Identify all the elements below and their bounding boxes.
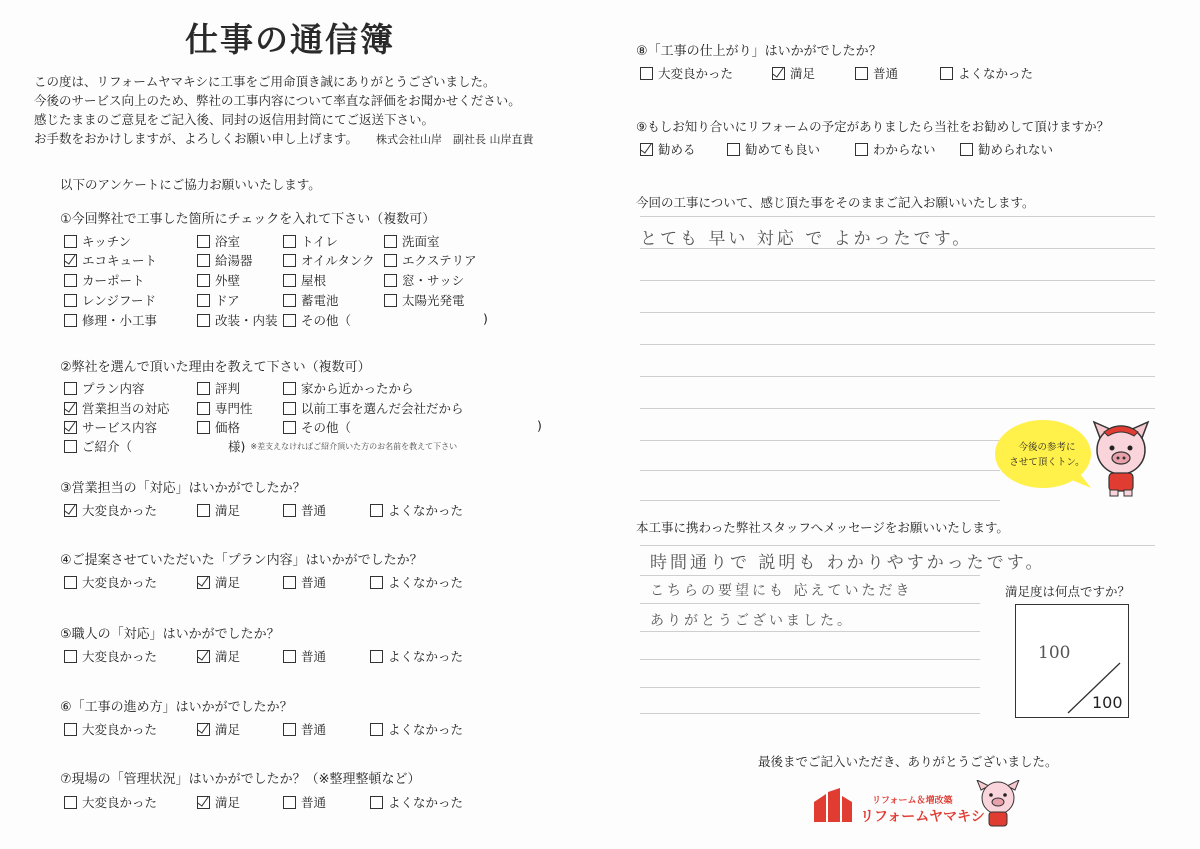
option-label: トイレ [301, 234, 338, 249]
question-5-label: ⑤職人の「対応」はいかがでしたか？ [60, 627, 280, 642]
checkbox-checked[interactable] [64, 402, 77, 415]
checkbox[interactable] [640, 67, 653, 80]
q8-option-satisfied[interactable] [772, 64, 815, 82]
option-label: よくなかった [388, 575, 464, 590]
option-label: 大変良かった [82, 503, 158, 518]
option-label: 浴室 [215, 234, 241, 249]
option-label: 以前工事を選んだ会社だから [301, 401, 464, 416]
q2-referral-sama [228, 437, 457, 455]
q2-option-plan[interactable] [64, 379, 145, 397]
option-label: 窓・サッシ [402, 273, 465, 288]
checkbox[interactable] [64, 650, 77, 663]
q8-option-poor[interactable] [940, 64, 1033, 82]
checkbox[interactable] [370, 723, 383, 736]
q4-option-very-good[interactable] [64, 573, 157, 591]
signature: 株式会社山岸 副社長 山岸直貴 [376, 133, 534, 146]
option-label: 満足 [215, 795, 241, 810]
checkbox[interactable] [283, 294, 296, 307]
q1-option-solar[interactable] [384, 291, 465, 309]
option-label: 普通 [301, 575, 327, 590]
question-4-label: ④ご提案させていただいた「プラン内容」はいかがでしたか？ [60, 553, 423, 568]
checkbox[interactable] [283, 235, 296, 248]
survey-lead: 以下のアンケートにご協力お願いいたします。 [60, 177, 321, 192]
option-label: エクステリア [402, 253, 477, 268]
checkbox[interactable] [940, 67, 953, 80]
q1-option-renovation[interactable] [197, 311, 278, 329]
q3-option-average[interactable] [283, 501, 326, 519]
writing-line [640, 575, 980, 576]
q3-option-satisfied[interactable] [197, 501, 240, 519]
option-label: 外壁 [215, 273, 241, 288]
q2-option-expertise[interactable] [197, 399, 253, 417]
q1-option-door[interactable] [197, 291, 240, 309]
q1-option-oil-tank[interactable] [283, 251, 375, 269]
option-label: エコキュート [82, 253, 158, 268]
option-label: 普通 [301, 649, 327, 664]
q1-option-range-hood[interactable] [64, 291, 156, 309]
checkbox[interactable] [283, 421, 296, 434]
q2-other-close: ) [537, 418, 542, 433]
option-label: 満足 [215, 575, 241, 590]
q9-option-unsure[interactable] [855, 140, 936, 158]
question-9-label: ⑨もしお知り合いにリフォームの予定がありましたら当社をお勧めして頂けますか？ [636, 119, 1110, 134]
q1-option-outer-wall[interactable] [197, 271, 240, 289]
writing-line [640, 408, 1155, 409]
intro-line: 感じたままのご意見をご記入後、同封の返信用封筒にてご返送下さい。 [34, 112, 435, 127]
q1-other-close: ) [483, 311, 488, 326]
option-label: 給湯器 [215, 253, 253, 268]
option-label: 満足 [215, 649, 241, 664]
writing-line [640, 500, 1000, 501]
checkbox[interactable] [283, 576, 296, 589]
q6-option-very-good[interactable] [64, 720, 157, 738]
q1-option-repair[interactable] [64, 311, 157, 329]
referral-note: ※差支えなければご紹介頂いた方のお名前を教えて下さい [250, 441, 458, 451]
question-2-label: ②弊社を選んで頂いた理由を教えて下さい（複数可） [60, 360, 371, 375]
checkbox-checked[interactable] [640, 143, 653, 156]
option-label: よくなかった [388, 722, 464, 737]
option-label: 大変良かった [82, 575, 158, 590]
q4-option-poor[interactable] [370, 573, 463, 591]
q1-option-ecocute[interactable] [64, 251, 157, 269]
option-label: キッチン [82, 234, 132, 249]
question-8-label: ⑧「工事の仕上がり」はいかがでしたか？ [636, 44, 882, 59]
free-comment-2-answer[interactable]: こちらの要望にも 応えていただき [650, 583, 913, 599]
writing-line [640, 631, 980, 632]
checkbox[interactable] [283, 274, 296, 287]
checkbox[interactable] [855, 143, 868, 156]
intro-line: この度は、リフォームヤマキシに工事をご用命頂き誠にありがとうございました。 [34, 74, 496, 89]
checkbox[interactable] [283, 723, 296, 736]
checkbox-checked[interactable] [197, 796, 210, 809]
pig-logo-icon [975, 780, 1021, 830]
thanks-text: 最後までご記入いただき、ありがとうございました。 [758, 754, 1058, 769]
option-label: 大変良かった [82, 722, 158, 737]
checkbox[interactable] [64, 314, 77, 327]
checkbox-checked[interactable] [64, 504, 77, 517]
logo-subtitle: リフォーム＆増改築 [872, 796, 953, 806]
checkbox[interactable] [64, 440, 77, 453]
option-label: 満足 [215, 503, 241, 518]
checkbox[interactable] [283, 314, 296, 327]
q5-option-average[interactable] [283, 647, 326, 665]
free-comment-2-label: 本工事に携わった弊社スタッフへメッセージをお願いいたします。 [636, 520, 1009, 535]
checkbox[interactable] [370, 650, 383, 663]
q2-option-service[interactable] [64, 418, 157, 436]
checkbox[interactable] [283, 650, 296, 663]
option-label: ドア [215, 293, 240, 308]
q2-option-price[interactable] [197, 418, 240, 436]
option-label: ご紹介（ [82, 439, 133, 454]
option-label: 営業担当の対応 [82, 401, 170, 416]
writing-line [640, 376, 1155, 377]
checkbox[interactable] [197, 402, 210, 415]
free-comment-2-answer[interactable]: ありがとうございました。 [650, 613, 854, 629]
page-title: 仕事の通信簿 [185, 20, 395, 59]
checkbox-checked[interactable] [772, 67, 785, 80]
checkbox[interactable] [64, 274, 77, 287]
writing-line [640, 216, 1155, 217]
q1-option-window[interactable] [384, 271, 464, 289]
checkbox-checked[interactable] [64, 254, 77, 267]
checkbox[interactable] [960, 143, 973, 156]
free-comment-1-answer[interactable]: とても 早い 対応 で よかったです。 [640, 229, 973, 249]
option-label: 価格 [215, 420, 241, 435]
option-label: 評判 [215, 381, 241, 396]
writing-line [640, 470, 1000, 471]
company-logo-icon [812, 788, 854, 824]
option-label: 普通 [301, 722, 327, 737]
option-label: 専門性 [215, 401, 253, 416]
checkbox[interactable] [197, 274, 210, 287]
checkbox[interactable] [384, 274, 397, 287]
option-label: その他（ [301, 420, 352, 435]
writing-line [640, 545, 1155, 546]
intro-line: 今後のサービス向上のため、弊社の工事内容について率直な評価をお聞かせください。 [34, 93, 521, 108]
q3-option-poor[interactable] [370, 501, 463, 519]
score-max: 100 [1092, 693, 1123, 712]
option-label: 修理・小工事 [82, 313, 158, 328]
checkbox[interactable] [64, 294, 77, 307]
option-label: 洗面室 [402, 234, 440, 249]
free-comment-1-label: 今回の工事について、感じ頂た事をそのままご記入お願いいたします。 [636, 195, 1035, 210]
q8-option-very-good[interactable] [640, 64, 733, 82]
checkbox[interactable] [727, 143, 740, 156]
option-label: 勧めても良い [745, 142, 821, 157]
q9-option-maybe[interactable] [727, 140, 820, 158]
checkbox[interactable] [283, 254, 296, 267]
checkbox[interactable] [283, 504, 296, 517]
option-label: 太陽光発電 [402, 293, 465, 308]
option-label: 勧める [658, 142, 696, 157]
q6-option-poor[interactable] [370, 720, 463, 738]
checkbox[interactable] [64, 723, 77, 736]
q2-option-nearby[interactable] [283, 379, 414, 397]
option-label: 勧められない [978, 142, 1054, 157]
question-3-label: ③営業担当の「対応」はいかがでしたか？ [60, 481, 306, 496]
q4-option-satisfied[interactable] [197, 573, 240, 591]
q7-option-very-good[interactable] [64, 793, 157, 811]
logo-name: リフォームヤマキシ [860, 809, 985, 825]
q3-option-very-good[interactable] [64, 501, 157, 519]
checkbox[interactable] [283, 402, 296, 415]
option-label: 普通 [301, 503, 327, 518]
writing-line [640, 344, 1155, 345]
free-comment-2-answer[interactable]: 時間通りで 説明も わかりやすかったです。 [650, 553, 1046, 573]
option-label: よくなかった [388, 503, 464, 518]
checkbox[interactable] [384, 294, 397, 307]
checkbox[interactable] [197, 504, 210, 517]
score-box[interactable] [1015, 604, 1129, 718]
option-label: 改装・内装 [215, 313, 278, 328]
checkbox-checked[interactable] [197, 650, 210, 663]
checkbox[interactable] [197, 382, 210, 395]
option-label: サービス内容 [82, 420, 158, 435]
checkbox[interactable] [384, 235, 397, 248]
pig-mascot-icon [1090, 418, 1152, 498]
q5-option-satisfied[interactable] [197, 647, 240, 665]
intro-line-text: お手数をおかけしますが、よろしくお願い申し上げます。 [34, 131, 359, 146]
q1-option-roof[interactable] [283, 271, 326, 289]
checkbox[interactable] [64, 235, 77, 248]
q2-option-referral[interactable] [64, 437, 132, 455]
intro-text [34, 72, 594, 149]
q1-option-carport[interactable] [64, 271, 145, 289]
checkbox[interactable] [197, 254, 210, 267]
option-label: 大変良かった [658, 66, 734, 81]
q6-option-satisfied[interactable] [197, 720, 240, 738]
q4-option-average[interactable] [283, 573, 326, 591]
bubble-line: 今後の参考に [1018, 442, 1076, 453]
checkbox[interactable] [370, 504, 383, 517]
q2-option-previous[interactable] [283, 399, 464, 417]
speech-bubble-text [1002, 440, 1092, 470]
q5-option-very-good[interactable] [64, 647, 157, 665]
option-label: 普通 [301, 795, 327, 810]
checkbox[interactable] [855, 67, 868, 80]
option-label: プラン内容 [82, 381, 145, 396]
q1-option-water-heater[interactable] [197, 251, 253, 269]
writing-line [640, 440, 1000, 441]
q1-option-other[interactable] [283, 311, 351, 329]
intro-line [34, 129, 594, 149]
checkbox-checked[interactable] [197, 723, 210, 736]
q2-option-reputation[interactable] [197, 379, 240, 397]
option-label: 大変良かった [82, 649, 158, 664]
question-6-label: ⑥「工事の進め方」はいかがでしたか？ [60, 700, 293, 715]
checkbox[interactable] [64, 576, 77, 589]
checkbox[interactable] [370, 576, 383, 589]
checkbox[interactable] [283, 796, 296, 809]
checkbox[interactable] [64, 796, 77, 809]
option-label: わからない [873, 142, 936, 157]
q2-option-sales-response[interactable] [64, 399, 170, 417]
checkbox[interactable] [370, 796, 383, 809]
writing-line [640, 312, 1155, 313]
checkbox[interactable] [64, 382, 77, 395]
checkbox-checked[interactable] [197, 576, 210, 589]
q7-option-satisfied[interactable] [197, 793, 240, 811]
q7-option-average[interactable] [283, 793, 326, 811]
checkbox[interactable] [197, 421, 210, 434]
option-label: よくなかった [388, 795, 464, 810]
option-label: 蓄電池 [301, 293, 339, 308]
q1-option-washroom[interactable] [384, 232, 440, 250]
q7-option-poor[interactable] [370, 793, 463, 811]
checkbox[interactable] [283, 382, 296, 395]
q8-option-average[interactable] [855, 64, 898, 82]
q5-option-poor[interactable] [370, 647, 463, 665]
score-value[interactable]: 100 [1038, 643, 1071, 663]
option-label: レンジフード [82, 293, 157, 308]
score-label: 満足度は何点ですか？ [1005, 584, 1131, 599]
q1-option-battery[interactable] [283, 291, 339, 309]
option-label: カーポート [82, 273, 145, 288]
option-label: 家から近かったから [301, 381, 414, 396]
option-label: 大変良かった [82, 795, 158, 810]
q9-option-recommend[interactable] [640, 140, 696, 158]
checkbox[interactable] [197, 235, 210, 248]
option-label: その他（ [301, 313, 352, 328]
option-label: オイルタンク [301, 253, 375, 268]
option-label: 普通 [873, 66, 899, 81]
option-label: 満足 [790, 66, 816, 81]
option-label: 屋根 [301, 273, 327, 288]
q6-option-average[interactable] [283, 720, 326, 738]
question-1-label: ①今回弊社で工事した箇所にチェックを入れて下さい（複数可） [60, 212, 436, 227]
sama-label: 様) [228, 439, 246, 454]
checkbox-checked[interactable] [64, 421, 77, 434]
checkbox[interactable] [197, 314, 210, 327]
q9-option-no[interactable] [960, 140, 1053, 158]
q2-option-other[interactable] [283, 418, 351, 436]
q1-option-exterior[interactable] [384, 251, 477, 269]
question-7-label: ⑦現場の「管理状況」はいかがでしたか？（※整理整頓など） [60, 772, 421, 787]
q1-option-kitchen[interactable] [64, 232, 131, 250]
checkbox[interactable] [384, 254, 397, 267]
writing-line [640, 659, 980, 660]
checkbox[interactable] [197, 294, 210, 307]
option-label: 満足 [215, 722, 241, 737]
writing-line [640, 603, 980, 604]
bubble-line: させて頂くトン。 [1009, 457, 1085, 468]
option-label: よくなかった [958, 66, 1034, 81]
q1-option-bath[interactable] [197, 232, 240, 250]
q1-option-toilet[interactable] [283, 232, 338, 250]
writing-line [640, 687, 980, 688]
writing-line [640, 280, 1155, 281]
writing-line [640, 713, 980, 714]
option-label: よくなかった [388, 649, 464, 664]
